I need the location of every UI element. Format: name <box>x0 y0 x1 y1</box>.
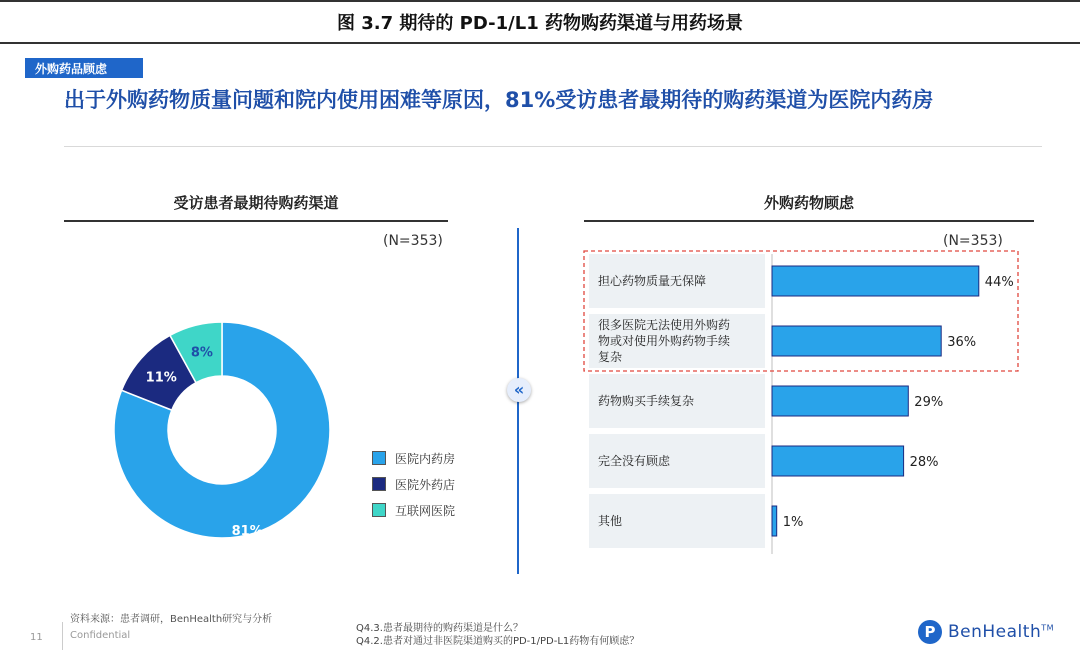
logo-mark-icon: P <box>918 620 942 644</box>
bar-chart-title: 外购药物顾虑 <box>763 194 854 212</box>
bar-sample-size: (N=353) <box>943 233 1003 249</box>
chevron-left-icon[interactable]: « <box>507 378 531 402</box>
donut-chart-title: 受访患者最期待购药渠道 <box>173 194 339 212</box>
bar-1 <box>772 326 941 356</box>
source-note: 资料来源：患者调研，BenHealth研究与分析 <box>70 614 273 625</box>
legend-label-1: 医院外药店 <box>395 477 456 492</box>
bar-value-label-3: 28% <box>909 455 939 470</box>
logo-text: BenHealth™ <box>948 622 1055 642</box>
bar-value-label-1: 36% <box>947 335 977 350</box>
legend-label-2: 互联网医院 <box>395 503 456 518</box>
bar-0 <box>772 266 979 296</box>
bar-2 <box>772 386 908 416</box>
legend-label-0: 医院内药房 <box>395 451 456 466</box>
category-label-1-1: 物或对使用外购药物手续 <box>598 334 731 348</box>
category-label-1-2: 复杂 <box>598 350 623 364</box>
page-number: 11 <box>30 632 43 643</box>
category-label-3-0: 完全没有顾虑 <box>598 454 671 468</box>
question-2: Q4.2.患者对通过非医院渠道购买的PD-1/PD-L1药物有何顾虑？ <box>356 636 640 647</box>
question-1: Q4.3.患者最期待的购药渠道是什么？ <box>356 623 523 634</box>
figure-title: 图 3.7 期待的 PD-1/L1 药物购药渠道与用药场景 <box>0 0 1080 44</box>
headline: 出于外购药物质量问题和院内使用困难等原因，81%受访患者最期待的购药渠道为医院内药房 <box>64 88 934 112</box>
benhealth-logo <box>918 620 1054 644</box>
category-label-0-0: 担心药物质量无保障 <box>598 274 707 288</box>
donut-label-1: 11% <box>145 370 177 386</box>
bar-4 <box>772 506 777 536</box>
bar-value-label-2: 29% <box>914 395 944 410</box>
category-label-1-0: 很多医院无法使用外购药 <box>598 318 731 332</box>
donut-label-0: 81% <box>231 523 263 539</box>
category-label-4-0: 其他 <box>598 514 623 528</box>
survey-questions <box>356 622 639 648</box>
donut-label-2: 8% <box>190 345 213 361</box>
category-label-2-0: 药物购买手续复杂 <box>598 394 695 408</box>
bar-value-label-0: 44% <box>984 275 1014 290</box>
confidential-label: Confidential <box>70 630 131 641</box>
footer-divider <box>62 622 63 650</box>
section-tag: 外购药品顾虑 <box>25 58 143 78</box>
bar-3 <box>772 446 904 476</box>
bar-value-label-4: 1% <box>782 515 804 530</box>
donut-sample-size: (N=353) <box>383 233 443 249</box>
